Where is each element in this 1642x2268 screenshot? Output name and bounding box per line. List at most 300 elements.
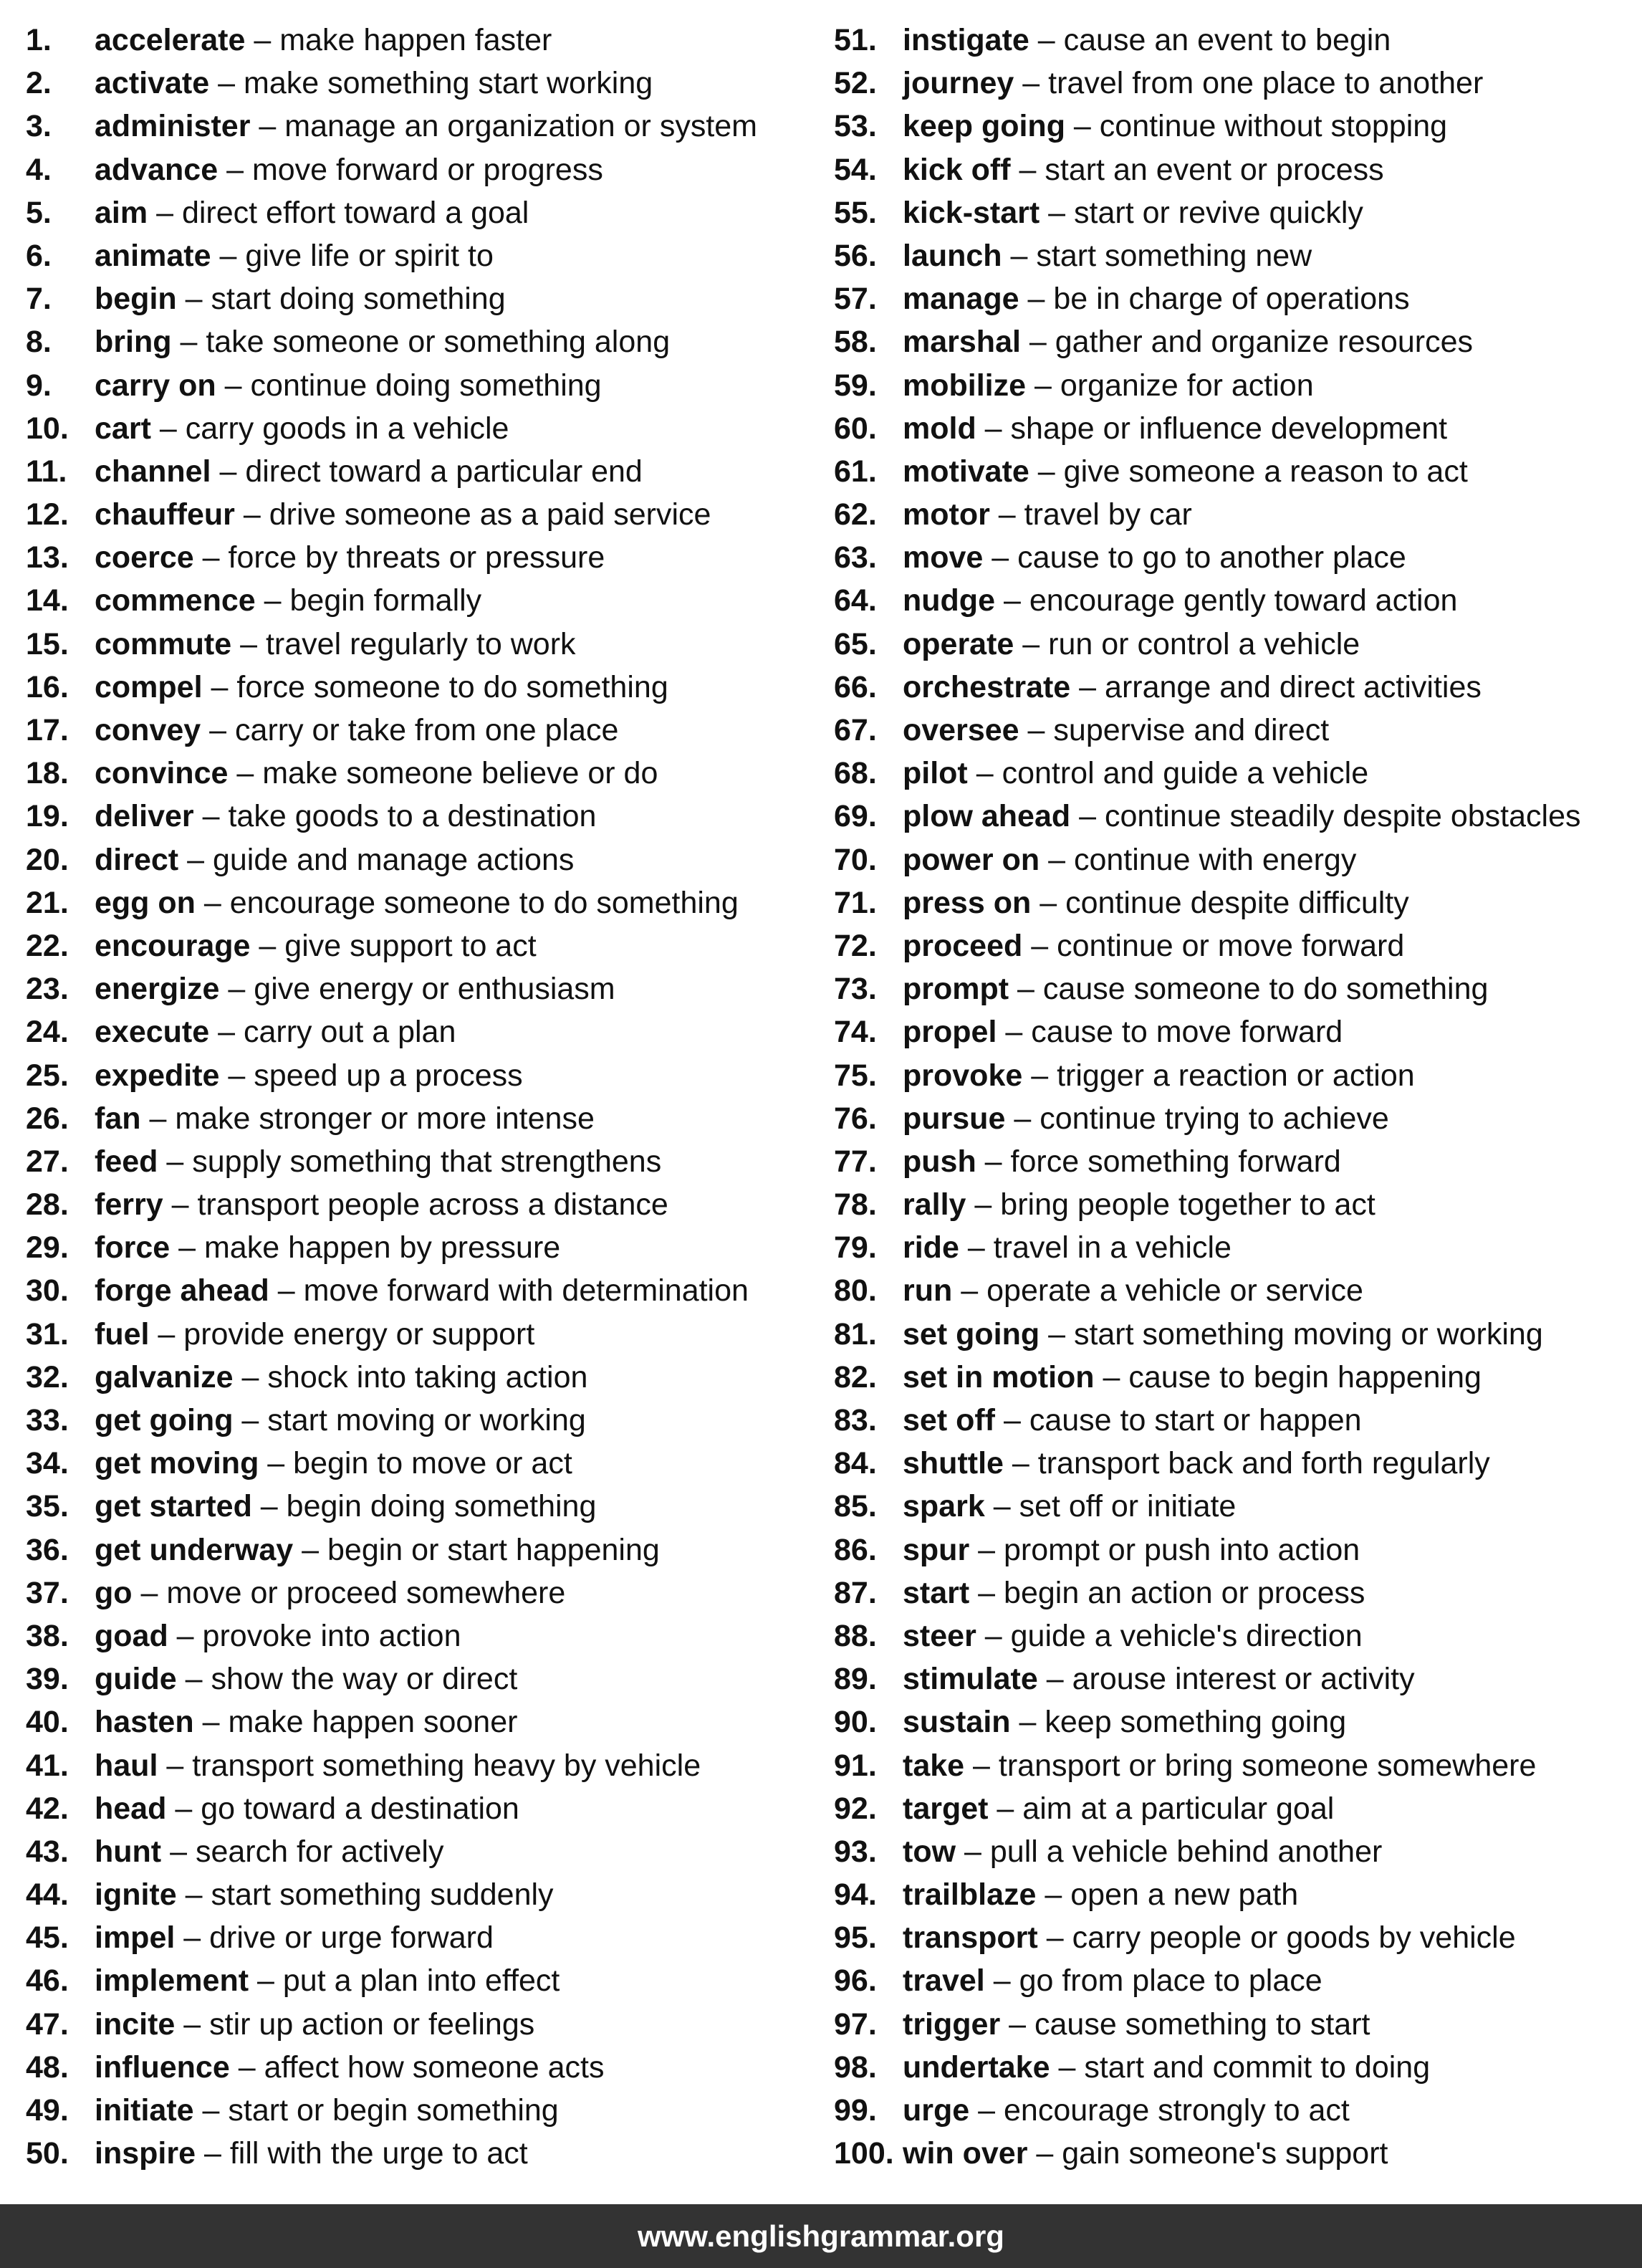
- entry-term: coerce: [95, 540, 194, 575]
- entry-term: proceed: [903, 928, 1023, 963]
- entry-separator: –: [183, 2006, 201, 2042]
- word-entry: [26, 234, 828, 277]
- entry-term: initiate: [95, 2093, 194, 2128]
- word-entry: [834, 752, 1636, 795]
- word-entry: [26, 1010, 828, 1053]
- entry-number: 35.: [26, 1489, 69, 1524]
- word-entry: [834, 1313, 1636, 1356]
- entry-separator: –: [202, 1705, 220, 1740]
- entry-separator: –: [267, 1446, 285, 1481]
- entry-separator: –: [176, 1618, 194, 1653]
- entry-separator: –: [997, 1791, 1014, 1826]
- entry-definition: give support to act: [284, 928, 537, 963]
- entry-term: motivate: [903, 454, 1029, 489]
- entry-separator: –: [140, 1575, 158, 1610]
- entry-term: hunt: [95, 1834, 162, 1869]
- entry-term: keep going: [903, 109, 1065, 144]
- entry-separator: –: [264, 583, 282, 618]
- entry-number: 43.: [26, 1834, 69, 1869]
- entry-number: 37.: [26, 1575, 69, 1610]
- entry-separator: –: [180, 325, 198, 360]
- entry-term: operate: [903, 626, 1014, 661]
- word-entry: [834, 234, 1636, 277]
- entry-number: 47.: [26, 2006, 69, 2042]
- entry-term: get started: [95, 1489, 252, 1524]
- entry-separator: –: [243, 497, 261, 532]
- entry-number: 60.: [834, 411, 877, 446]
- entry-term: target: [903, 1791, 989, 1826]
- word-entry: [834, 1873, 1636, 1916]
- entry-number: 52.: [834, 66, 877, 101]
- entry-number: 49.: [26, 2093, 69, 2128]
- entry-definition: provoke into action: [202, 1618, 461, 1653]
- word-entry: [26, 1183, 828, 1226]
- entry-term: shuttle: [903, 1446, 1004, 1481]
- entry-separator: –: [259, 928, 277, 963]
- entry-separator: –: [209, 713, 227, 747]
- entry-definition: arrange and direct activities: [1105, 669, 1482, 704]
- entry-separator: –: [978, 1532, 996, 1567]
- entry-separator: –: [260, 1489, 278, 1524]
- entry-separator: –: [236, 756, 254, 791]
- entry-separator: –: [185, 1877, 203, 1913]
- entry-definition: encourage strongly to act: [1004, 2093, 1350, 2128]
- word-entry: [26, 579, 828, 622]
- entry-definition: give energy or enthusiasm: [254, 972, 615, 1007]
- entry-number: 40.: [26, 1705, 69, 1740]
- entry-number: 10.: [26, 411, 69, 446]
- entry-term: journey: [903, 66, 1014, 101]
- entry-separator: –: [219, 238, 237, 273]
- entry-number: 88.: [834, 1618, 877, 1653]
- entry-separator: –: [976, 756, 994, 791]
- entry-separator: –: [993, 1489, 1011, 1524]
- entry-term: implement: [95, 1963, 249, 1999]
- entry-number: 61.: [834, 454, 877, 489]
- entry-term: marshal: [903, 325, 1021, 360]
- entry-definition: encourage gently toward action: [1029, 583, 1458, 618]
- entry-definition: force something forward: [1010, 1144, 1341, 1179]
- entry-number: 78.: [834, 1187, 877, 1222]
- entry-number: 19.: [26, 799, 69, 834]
- entry-definition: give someone a reason to act: [1063, 454, 1468, 489]
- entry-definition: make happen faster: [279, 23, 552, 57]
- word-entry: [834, 881, 1636, 924]
- entry-definition: transport something heavy by vehicle: [192, 1748, 701, 1783]
- entry-term: animate: [95, 238, 211, 273]
- entry-separator: –: [1036, 2136, 1054, 2171]
- word-entry: [834, 1528, 1636, 1571]
- word-entry: [834, 1830, 1636, 1873]
- entry-separator: –: [1048, 195, 1066, 230]
- word-entry: [834, 148, 1636, 191]
- entry-term: administer: [95, 109, 251, 144]
- word-entry: [26, 1787, 828, 1830]
- entry-number: 44.: [26, 1877, 69, 1913]
- entry-separator: –: [1037, 23, 1055, 57]
- word-entry: [834, 623, 1636, 666]
- entry-term: influence: [95, 2049, 230, 2085]
- entry-separator: –: [166, 1748, 184, 1783]
- entry-term: set in motion: [903, 1359, 1095, 1394]
- word-entry: [834, 579, 1636, 622]
- entry-number: 39.: [26, 1662, 69, 1697]
- word-entry: [26, 1614, 828, 1657]
- entry-definition: start and commit to doing: [1084, 2049, 1431, 2085]
- entry-term: press on: [903, 885, 1032, 920]
- entry-number: 81.: [834, 1316, 877, 1351]
- entry-separator: –: [166, 1144, 184, 1179]
- entry-number: 4.: [26, 152, 52, 187]
- entry-definition: begin to move or act: [293, 1446, 572, 1481]
- word-entry: [834, 62, 1636, 105]
- word-entry: [834, 1787, 1636, 1830]
- entry-term: aim: [95, 195, 148, 230]
- entry-separator: –: [1079, 799, 1097, 834]
- entry-number: 58.: [834, 325, 877, 360]
- entry-separator: –: [218, 1015, 236, 1050]
- entry-number: 95.: [834, 1920, 877, 1956]
- entry-number: 32.: [26, 1359, 69, 1394]
- entry-term: cart: [95, 411, 151, 446]
- entry-term: steer: [903, 1618, 976, 1653]
- entry-term: rally: [903, 1187, 966, 1222]
- entry-definition: cause someone to do something: [1042, 972, 1489, 1007]
- entry-separator: –: [203, 885, 221, 920]
- entry-definition: cause to start or happen: [1029, 1403, 1362, 1437]
- entry-definition: make something start working: [244, 66, 653, 101]
- entry-separator: –: [224, 368, 242, 403]
- entry-term: head: [95, 1791, 167, 1826]
- entry-number: 34.: [26, 1446, 69, 1481]
- entry-definition: travel in a vehicle: [993, 1230, 1232, 1265]
- entry-separator: –: [1014, 1101, 1032, 1136]
- word-entry: [26, 1140, 828, 1183]
- word-entry: [26, 1442, 828, 1485]
- entry-definition: put a plan into effect: [282, 1963, 560, 1999]
- entry-term: ferry: [95, 1187, 163, 1222]
- entry-definition: carry out a plan: [244, 1015, 456, 1050]
- entry-number: 51.: [834, 23, 877, 57]
- entry-separator: –: [156, 195, 173, 230]
- entry-number: 56.: [834, 238, 877, 273]
- entry-term: manage: [903, 282, 1019, 317]
- entry-number: 92.: [834, 1791, 877, 1826]
- entry-number: 26.: [26, 1101, 69, 1136]
- entry-number: 84.: [834, 1446, 877, 1481]
- word-entry: [834, 493, 1636, 536]
- word-entry: [26, 536, 828, 579]
- entry-term: undertake: [903, 2049, 1050, 2085]
- entry-separator: –: [183, 1920, 201, 1956]
- entry-number: 30.: [26, 1273, 69, 1308]
- entry-number: 67.: [834, 713, 877, 747]
- entry-term: energize: [95, 972, 220, 1007]
- entry-term: ignite: [95, 1877, 177, 1913]
- entry-term: push: [903, 1144, 976, 1179]
- entry-term: launch: [903, 238, 1002, 273]
- word-entry: [26, 795, 828, 838]
- footer-url: www.englishgrammar.org: [638, 2219, 1004, 2253]
- entry-definition: guide and manage actions: [212, 842, 575, 877]
- entry-term: pursue: [903, 1101, 1006, 1136]
- entry-separator: –: [1009, 2006, 1027, 2042]
- entry-number: 80.: [834, 1273, 877, 1308]
- entry-definition: go toward a destination: [201, 1791, 519, 1826]
- entry-separator: –: [1073, 109, 1091, 144]
- entry-separator: –: [238, 2049, 256, 2085]
- entry-number: 86.: [834, 1532, 877, 1567]
- entry-term: encourage: [95, 928, 251, 963]
- entry-term: hasten: [95, 1705, 194, 1740]
- word-entry: [834, 1657, 1636, 1700]
- entry-number: 97.: [834, 2006, 877, 2042]
- entry-separator: –: [1010, 238, 1028, 273]
- entry-separator: –: [973, 1748, 990, 1783]
- word-entry: [834, 536, 1636, 579]
- entry-definition: keep something going: [1045, 1705, 1347, 1740]
- entry-separator: –: [257, 1963, 274, 1999]
- entry-definition: start or revive quickly: [1074, 195, 1363, 230]
- entry-term: fan: [95, 1101, 141, 1136]
- entry-number: 70.: [834, 842, 877, 877]
- entry-term: mold: [903, 411, 976, 446]
- entry-separator: –: [302, 1532, 320, 1567]
- entry-term: motor: [903, 497, 990, 532]
- word-entry: [834, 2003, 1636, 2046]
- word-entry: [26, 2003, 828, 2046]
- entry-number: 5.: [26, 195, 52, 230]
- entry-separator: –: [993, 1963, 1011, 1999]
- entry-number: 15.: [26, 626, 69, 661]
- entry-term: kick off: [903, 152, 1011, 187]
- entry-term: urge: [903, 2093, 970, 2128]
- entry-number: 18.: [26, 756, 69, 791]
- word-entry: [26, 1916, 828, 1959]
- entry-number: 22.: [26, 928, 69, 963]
- entry-separator: –: [1017, 972, 1034, 1007]
- entry-number: 17.: [26, 713, 69, 747]
- word-entry: [834, 277, 1636, 320]
- entry-separator: –: [998, 497, 1016, 532]
- entry-term: go: [95, 1575, 133, 1610]
- entry-term: run: [903, 1273, 953, 1308]
- word-entry: [26, 1528, 828, 1571]
- entry-separator: –: [1031, 1058, 1049, 1093]
- word-entry: [26, 1657, 828, 1700]
- entry-number: 64.: [834, 583, 877, 618]
- entry-definition: show the way or direct: [211, 1662, 518, 1697]
- word-entry: [26, 752, 828, 795]
- word-entry: [26, 967, 828, 1010]
- entry-number: 50.: [26, 2136, 69, 2171]
- word-entry: [26, 1399, 828, 1442]
- entry-separator: –: [228, 972, 246, 1007]
- entry-term: accelerate: [95, 23, 246, 57]
- entry-separator: –: [1040, 885, 1057, 920]
- entry-number: 98.: [834, 2049, 877, 2085]
- entry-definition: continue trying to achieve: [1040, 1101, 1389, 1136]
- word-entry: [26, 1313, 828, 1356]
- entry-term: propel: [903, 1015, 997, 1050]
- entry-term: get moving: [95, 1446, 259, 1481]
- entry-number: 62.: [834, 497, 877, 532]
- entry-number: 96.: [834, 1963, 877, 1999]
- word-entry: [26, 19, 828, 62]
- entry-definition: travel from one place to another: [1048, 66, 1484, 101]
- entry-definition: start something new: [1036, 238, 1312, 273]
- entry-term: carry on: [95, 368, 216, 403]
- entry-term: deliver: [95, 799, 194, 834]
- word-entry: [26, 62, 828, 105]
- entry-separator: –: [1019, 152, 1037, 187]
- entry-number: 100.: [834, 2136, 894, 2171]
- entry-separator: –: [158, 1316, 176, 1351]
- entry-number: 25.: [26, 1058, 69, 1093]
- entry-separator: –: [1037, 454, 1055, 489]
- entry-definition: transport or bring someone somewhere: [998, 1748, 1537, 1783]
- entry-definition: encourage someone to do something: [229, 885, 739, 920]
- entry-definition: carry goods in a vehicle: [185, 411, 509, 446]
- entry-definition: open a new path: [1070, 1877, 1299, 1913]
- entry-separator: –: [974, 1187, 992, 1222]
- entry-term: get underway: [95, 1532, 294, 1567]
- entry-term: kick-start: [903, 195, 1040, 230]
- word-entry: [26, 364, 828, 407]
- entry-separator: –: [978, 2093, 996, 2128]
- word-entry: [834, 2089, 1636, 2132]
- entry-definition: manage an organization or system: [284, 109, 757, 144]
- entry-number: 48.: [26, 2049, 69, 2085]
- entry-separator: –: [202, 540, 220, 575]
- word-entry: [834, 450, 1636, 493]
- entry-separator: –: [1029, 325, 1047, 360]
- entry-number: 71.: [834, 885, 877, 920]
- entry-definition: drive someone as a paid service: [269, 497, 711, 532]
- entry-definition: continue without stopping: [1099, 109, 1448, 144]
- word-entry: [834, 1226, 1636, 1269]
- entry-separator: –: [1022, 66, 1040, 101]
- entry-separator: –: [159, 411, 177, 446]
- entry-separator: –: [984, 1144, 1002, 1179]
- entry-number: 11.: [26, 454, 67, 489]
- entry-separator: –: [984, 411, 1002, 446]
- entry-number: 76.: [834, 1101, 877, 1136]
- entry-definition: begin formally: [289, 583, 482, 618]
- entry-number: 63.: [834, 540, 877, 575]
- entry-term: prompt: [903, 972, 1009, 1007]
- entry-term: set going: [903, 1316, 1040, 1351]
- entry-number: 72.: [834, 928, 877, 963]
- entry-definition: start something suddenly: [211, 1877, 554, 1913]
- entry-term: incite: [95, 2006, 176, 2042]
- entry-number: 42.: [26, 1791, 69, 1826]
- word-entry: [834, 1140, 1636, 1183]
- entry-term: sustain: [903, 1705, 1011, 1740]
- entry-number: 14.: [26, 583, 69, 618]
- entry-term: goad: [95, 1618, 168, 1653]
- word-column-left: [26, 19, 828, 2175]
- word-entry: [26, 148, 828, 191]
- entry-definition: travel regularly to work: [265, 626, 576, 661]
- entry-definition: supply something that strengthens: [192, 1144, 662, 1179]
- word-entry: [26, 1873, 828, 1916]
- entry-number: 20.: [26, 842, 69, 877]
- entry-term: inspire: [95, 2136, 196, 2171]
- word-entry: [26, 709, 828, 752]
- entry-definition: direct toward a particular end: [245, 454, 643, 489]
- entry-number: 85.: [834, 1489, 877, 1524]
- entry-number: 91.: [834, 1748, 877, 1783]
- word-entry: [26, 2089, 828, 2132]
- entry-definition: start an event or process: [1045, 152, 1384, 187]
- entry-definition: supervise and direct: [1053, 713, 1330, 747]
- word-entry: [26, 838, 828, 881]
- word-entry: [26, 1571, 828, 1614]
- entry-number: 46.: [26, 1963, 69, 1999]
- entry-separator: –: [254, 23, 272, 57]
- entry-separator: –: [259, 109, 277, 144]
- entry-definition: continue or move forward: [1057, 928, 1405, 963]
- entry-term: spark: [903, 1489, 985, 1524]
- entry-definition: control and guide a vehicle: [1002, 756, 1369, 791]
- entry-term: forge ahead: [95, 1273, 269, 1308]
- entry-term: force: [95, 1230, 171, 1265]
- word-entry: [834, 1010, 1636, 1053]
- entry-term: convey: [95, 713, 201, 747]
- word-entry: [26, 191, 828, 234]
- entry-definition: transport people across a distance: [197, 1187, 668, 1222]
- entry-definition: force by threats or pressure: [228, 540, 605, 575]
- entry-number: 99.: [834, 2093, 877, 2128]
- word-entry: [834, 1269, 1636, 1312]
- entry-term: provoke: [903, 1058, 1023, 1093]
- entry-separator: –: [228, 1058, 246, 1093]
- entry-separator: –: [1045, 1877, 1062, 1913]
- entry-definition: give life or spirit to: [245, 238, 494, 273]
- entry-number: 83.: [834, 1403, 877, 1437]
- entry-term: stimulate: [903, 1662, 1038, 1697]
- entry-number: 77.: [834, 1144, 877, 1179]
- entry-definition: shape or influence development: [1010, 411, 1448, 446]
- entry-term: haul: [95, 1748, 158, 1783]
- entry-term: galvanize: [95, 1359, 234, 1394]
- entry-term: begin: [95, 282, 177, 317]
- word-entry: [26, 623, 828, 666]
- entry-definition: carry people or goods by vehicle: [1072, 1920, 1516, 1956]
- entry-definition: carry or take from one place: [235, 713, 619, 747]
- entry-separator: –: [185, 1662, 203, 1697]
- entry-definition: cause to move forward: [1031, 1015, 1343, 1050]
- entry-term: set off: [903, 1403, 995, 1437]
- entry-definition: operate a vehicle or service: [986, 1273, 1363, 1308]
- word-entry: [26, 1356, 828, 1399]
- word-entry: [834, 709, 1636, 752]
- entry-definition: search for actively: [195, 1834, 444, 1869]
- entry-number: 24.: [26, 1015, 69, 1050]
- entry-definition: stir up action or feelings: [209, 2006, 535, 2042]
- word-entry: [26, 881, 828, 924]
- entry-definition: continue despite difficulty: [1065, 885, 1409, 920]
- word-entry: [834, 1442, 1636, 1485]
- word-entry: [834, 407, 1636, 450]
- entry-separator: –: [149, 1101, 167, 1136]
- entry-definition: gain someone's support: [1062, 2136, 1388, 2171]
- entry-number: 21.: [26, 885, 69, 920]
- entry-separator: –: [1048, 1316, 1065, 1351]
- entry-definition: cause something to start: [1034, 2006, 1370, 2042]
- word-entry: [834, 364, 1636, 407]
